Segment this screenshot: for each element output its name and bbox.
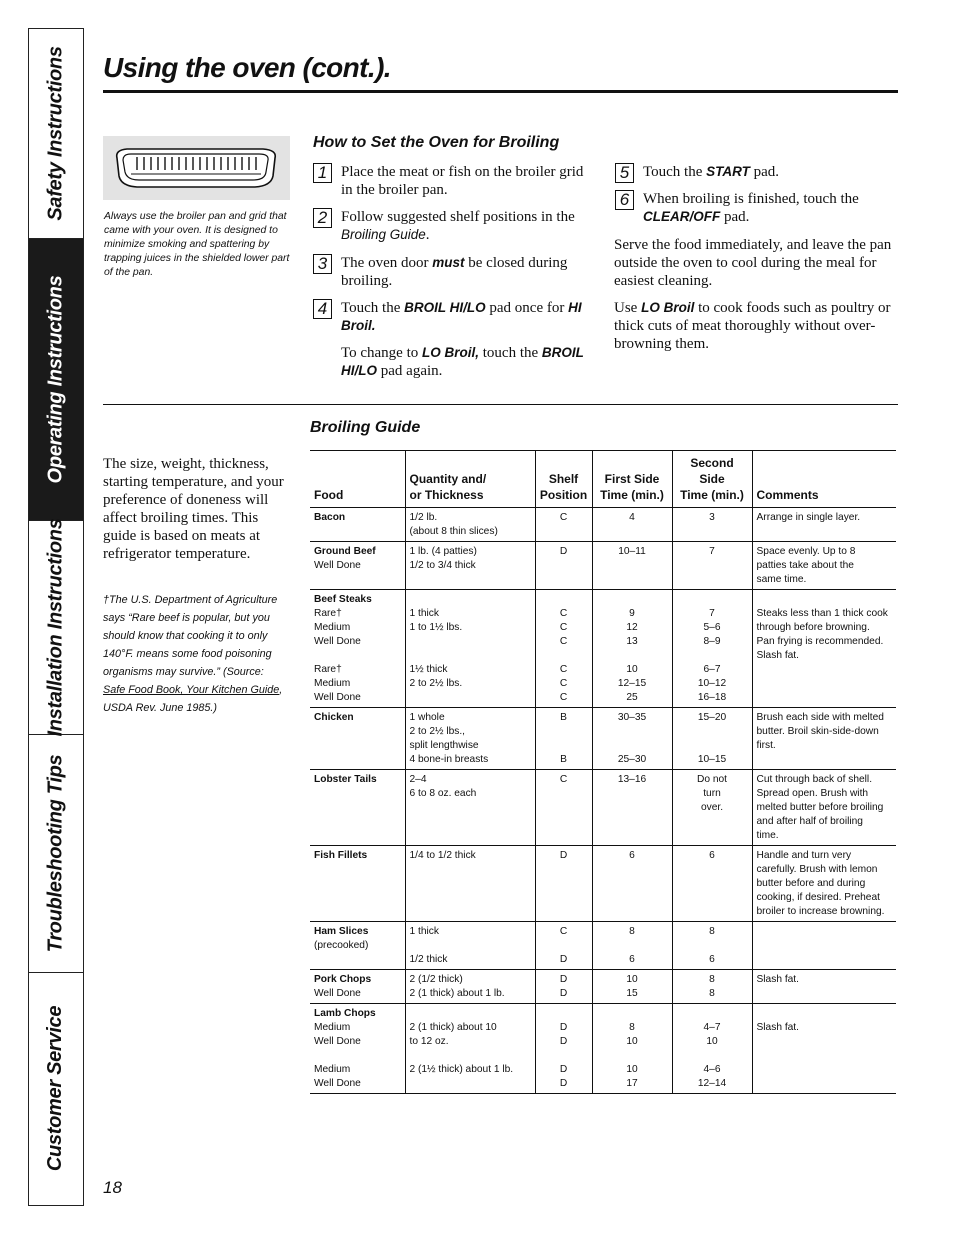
cell-comments: Brush each side with melted butter. Broil skin-side-down first.	[752, 708, 896, 770]
broiling-guide-intro: The size, weight, thickness, starting temperature, and your preference of doneness will affect broiling times. This guide is based on meats at refrigerator temperature.	[103, 456, 284, 562]
serve-paragraph: Serve the food immediately, and leave the pan outside the oven to cool during the meal for easiest cleaning.	[614, 237, 892, 289]
cell-quantity: 1/4 to 1/2 thick	[405, 846, 535, 922]
table-row	[310, 508, 896, 542]
column-header: First Side Time (min.)	[592, 451, 672, 508]
step-5: 5 Touch the START pad.	[615, 163, 898, 181]
how-to-heading: How to Set the Oven for Broiling	[313, 134, 560, 151]
cell-first-side: 8 6	[592, 922, 672, 970]
column-header: Second Side Time (min.)	[672, 451, 752, 508]
cell-shelf: D D	[535, 970, 592, 1004]
food-name: Chicken	[314, 712, 354, 723]
cell-comments: Slash fat.	[752, 1004, 896, 1094]
cell-second-side: 8 6	[672, 922, 752, 970]
cell-second-side: Do not turn over.	[672, 770, 752, 846]
step-6: 6 When broiling is finished, touch the CLEAR/OFF pad.	[615, 190, 898, 226]
title-divider	[103, 90, 898, 93]
cell-shelf: C C C C C C	[535, 590, 592, 708]
cell-second-side: 8 8	[672, 970, 752, 1004]
table-row	[310, 590, 896, 708]
cell-shelf: D	[535, 542, 592, 590]
cell-quantity: 1/2 lb. (about 8 thin slices)	[405, 508, 535, 542]
cell-first-side: 4	[592, 508, 672, 542]
table-row	[310, 708, 896, 770]
broiler-pan-illustration	[103, 136, 290, 200]
cell-quantity: 2–4 6 to 8 oz. each	[405, 770, 535, 846]
cell-second-side: 7	[672, 542, 752, 590]
cell-food	[310, 1004, 405, 1094]
cell-first-side: 13–16	[592, 770, 672, 846]
step-2: 2 Follow suggested shelf positions in the Broiling Guide.	[313, 208, 593, 244]
lo-broil-change-note: To change to LO Broil, touch the BROIL HI/LO pad again.	[341, 345, 584, 379]
lo-broil-paragraph: Use LO Broil to cook foods such as poultry or thick cuts of meat thoroughly without over-browning them.	[614, 300, 891, 352]
cell-quantity: 2 (1 thick) about 10 to 12 oz. 2 (1½ thick) about 1 lb.	[405, 1004, 535, 1094]
cell-shelf: D D D D	[535, 1004, 592, 1094]
cell-quantity: 1 whole 2 to 2½ lbs., split lengthwise 4 bone-in breasts	[405, 708, 535, 770]
food-name: Bacon	[314, 512, 346, 523]
food-name: Ground Beef	[314, 546, 376, 557]
cell-food	[310, 970, 405, 1004]
cell-shelf: B B	[535, 708, 592, 770]
section-tabs	[28, 28, 84, 1206]
food-doneness: Well Done	[314, 988, 361, 999]
food-name: Lobster Tails	[314, 774, 377, 785]
page-number: 18	[103, 1178, 122, 1197]
column-header: Shelf Position	[535, 451, 592, 508]
food-name: Beef Steaks	[314, 594, 372, 605]
cell-food	[310, 590, 405, 708]
table-row	[310, 542, 896, 590]
cell-comments	[752, 922, 896, 970]
cell-food	[310, 770, 405, 846]
usda-footnote: †The U.S. Department of Agriculture says “Rare beef is popular, but you should know that cooking it to only 140°F. means some food poisoning organisms may survive.” (Source: Safe Food Book, Your Kitchen Guide, USDA Rev. June 1985.)	[103, 594, 283, 714]
food-name: Lamb Chops	[314, 1008, 376, 1019]
food-doneness: Medium Well Done Medium Well Done	[314, 1022, 361, 1089]
tab-safety-instructions[interactable]: Safety Instructions	[29, 29, 83, 239]
cell-first-side: 10–11	[592, 542, 672, 590]
cell-first-side: 6	[592, 846, 672, 922]
broiling-guide-table	[310, 450, 896, 1094]
tab-troubleshooting-tips[interactable]: Troubleshooting Tips	[29, 735, 83, 973]
cell-comments: Cut through back of shell. Spread open. Brush with melted butter before broiling and after half of broiling time.	[752, 770, 896, 846]
cell-first-side: 8 10 10 17	[592, 1004, 672, 1094]
step-3: 3 The oven door must be closed during broiling.	[313, 254, 593, 290]
column-header: Comments	[752, 451, 896, 508]
cell-second-side: 6	[672, 846, 752, 922]
cell-comments: Slash fat.	[752, 970, 896, 1004]
cell-shelf: C D	[535, 922, 592, 970]
cell-food	[310, 708, 405, 770]
table-row	[310, 970, 896, 1004]
cell-first-side: 30–35 25–30	[592, 708, 672, 770]
cell-shelf: C	[535, 508, 592, 542]
step-1: 1 Place the meat or fish on the broiler grid in the broiler pan.	[313, 163, 593, 199]
cell-food	[310, 542, 405, 590]
table-header-row	[310, 451, 896, 508]
cell-quantity: 1 thick 1/2 thick	[405, 922, 535, 970]
cell-first-side: 10 15	[592, 970, 672, 1004]
table-row	[310, 770, 896, 846]
tab-customer-service[interactable]: Customer Service	[44, 1005, 67, 1172]
cell-comments: Arrange in single layer.	[752, 508, 896, 542]
food-name: Ham Slices	[314, 926, 369, 937]
cell-food	[310, 846, 405, 922]
page-title: Using the oven (cont.).	[103, 52, 391, 83]
cell-quantity: 2 (1/2 thick) 2 (1 thick) about 1 lb.	[405, 970, 535, 1004]
cell-food	[310, 508, 405, 542]
section-divider	[103, 404, 898, 405]
step-4: 4 Touch the BROIL HI/LO pad once for HI Broil.	[313, 299, 593, 335]
table-row	[310, 922, 896, 970]
food-doneness: Rare† Medium Well Done Rare† Medium Well Done	[314, 608, 361, 703]
cell-quantity: 1 thick 1 to 1½ lbs. 1½ thick 2 to 2½ lbs.	[405, 590, 535, 708]
cell-second-side: 3	[672, 508, 752, 542]
usda-source-title: Safe Food Book, Your Kitchen Guide	[103, 684, 280, 696]
cell-second-side: 4–7 10 4–6 12–14	[672, 1004, 752, 1094]
broiler-pan-icon	[103, 136, 290, 200]
table-row	[310, 1004, 896, 1094]
column-header: Quantity and/ or Thickness	[405, 451, 535, 508]
food-doneness: (precooked)	[314, 940, 369, 951]
broiling-guide-heading: Broiling Guide	[310, 419, 421, 436]
table-row	[310, 846, 896, 922]
cell-food	[310, 922, 405, 970]
cell-second-side: 7 5–6 8–9 6–7 10–12 16–18	[672, 590, 752, 708]
food-doneness: Well Done	[314, 560, 361, 571]
tab-installation-instructions[interactable]: Installation Instructions	[29, 521, 83, 735]
tab-operating-instructions[interactable]: Operating Instructions	[29, 239, 83, 521]
cell-shelf: D	[535, 846, 592, 922]
column-header: Food	[310, 451, 405, 508]
cell-second-side: 15–20 10–15	[672, 708, 752, 770]
cell-comments: Steaks less than 1 thick cook through before browning. Pan frying is recommended. Slash fat.	[752, 590, 896, 708]
broiler-pan-caption: Always use the broiler pan and grid that came with your oven. It is designed to minimize smoking and spattering by trapping juices in the shielded lower part of the pan.	[104, 211, 290, 278]
cell-comments: Space evenly. Up to 8 patties take about the same time.	[752, 542, 896, 590]
cell-comments: Handle and turn very carefully. Brush with lemon butter before and during cooking, if desired. Preheat broiler to increase browning.	[752, 846, 896, 922]
cell-shelf: C	[535, 770, 592, 846]
food-name: Pork Chops	[314, 974, 372, 985]
cell-quantity: 1 lb. (4 patties) 1/2 to 3/4 thick	[405, 542, 535, 590]
cell-first-side: 9 12 13 10 12–15 25	[592, 590, 672, 708]
food-name: Fish Fillets	[314, 850, 368, 861]
